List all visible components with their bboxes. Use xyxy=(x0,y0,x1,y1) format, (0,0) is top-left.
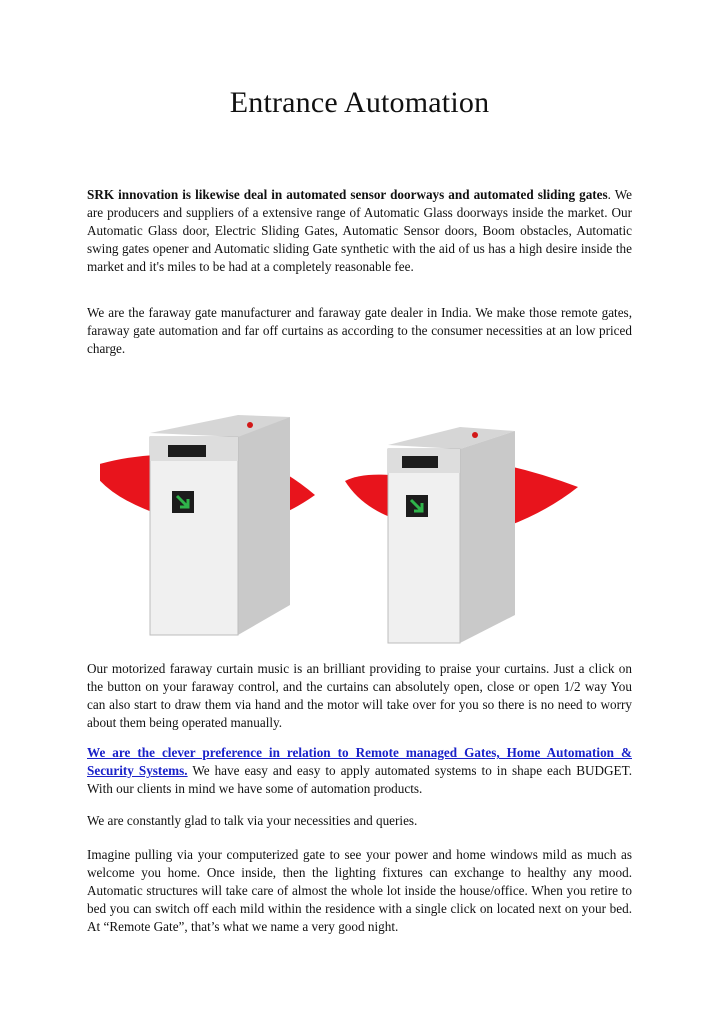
left-turnstile-display xyxy=(168,445,206,457)
right-turnstile-wing-left xyxy=(345,475,390,517)
paragraph-preference xyxy=(87,744,632,798)
preference-text: We have easy and easy to apply automated systems to in shape each BUDGET. With our clients in mind we have some of automation products. xyxy=(87,763,632,796)
left-turnstile xyxy=(100,415,315,635)
intro-text: . We are producers and suppliers of a extensive range of Automatic Glass doorways inside the market. Our Automatic Glass door, Electric Sliding Gates, Automatic Sensor doors, Boom obstacles, Automatic swing gates opener and Automatic sliding Gate synthetic with the aid of us has a high desire inside the market and it's miles to be had at a completely reasonable fee. xyxy=(87,187,632,274)
paragraph-curtain: Our motorized faraway curtain music is an brilliant providing to praise your curtains. Just a click on the button on your faraway control, and the curtains can absolutely open, close or open 1/2 way You can also start to draw them via hand and the motor will take over for you so there is no need to worry about them being operated manually. xyxy=(87,661,632,730)
paragraph-imagine: Imagine pulling via your computerized gate to see your power and home windows mild as much as welcome you home. Once inside, then the lighting fixtures can exchange to healthy any mood. Automatic structures will take care of almost the whole lot inside the house/office. When you retire to bed you can switch off each mild within the residence with a single click on located next on your bed. At “Remote Gate”, that’s what we name a very good night. xyxy=(87,847,632,934)
paragraph-manufacturer: We are the faraway gate manufacturer and faraway gate dealer in India. We make those remote gates, faraway gate automation and far off curtains as according to the consumer necessities at an low priced charge. xyxy=(87,305,632,356)
page-title: Entrance Automation xyxy=(229,86,490,119)
left-turnstile-wing-left xyxy=(100,455,155,513)
right-turnstile-display xyxy=(402,456,438,468)
turnstile-gates-image xyxy=(100,395,600,645)
paragraph-intro xyxy=(87,186,632,276)
paragraph-contact: We are constantly glad to talk via your necessities and queries. xyxy=(87,813,418,828)
intro-bold-lead: SRK innovation is likewise deal in automated sensor doorways and automated sliding gates xyxy=(87,187,608,202)
right-turnstile xyxy=(345,427,578,643)
remote-gates-link[interactable]: We are the clever preference in relation to Remote managed Gates, Home Automation & Security Systems. xyxy=(87,745,632,778)
